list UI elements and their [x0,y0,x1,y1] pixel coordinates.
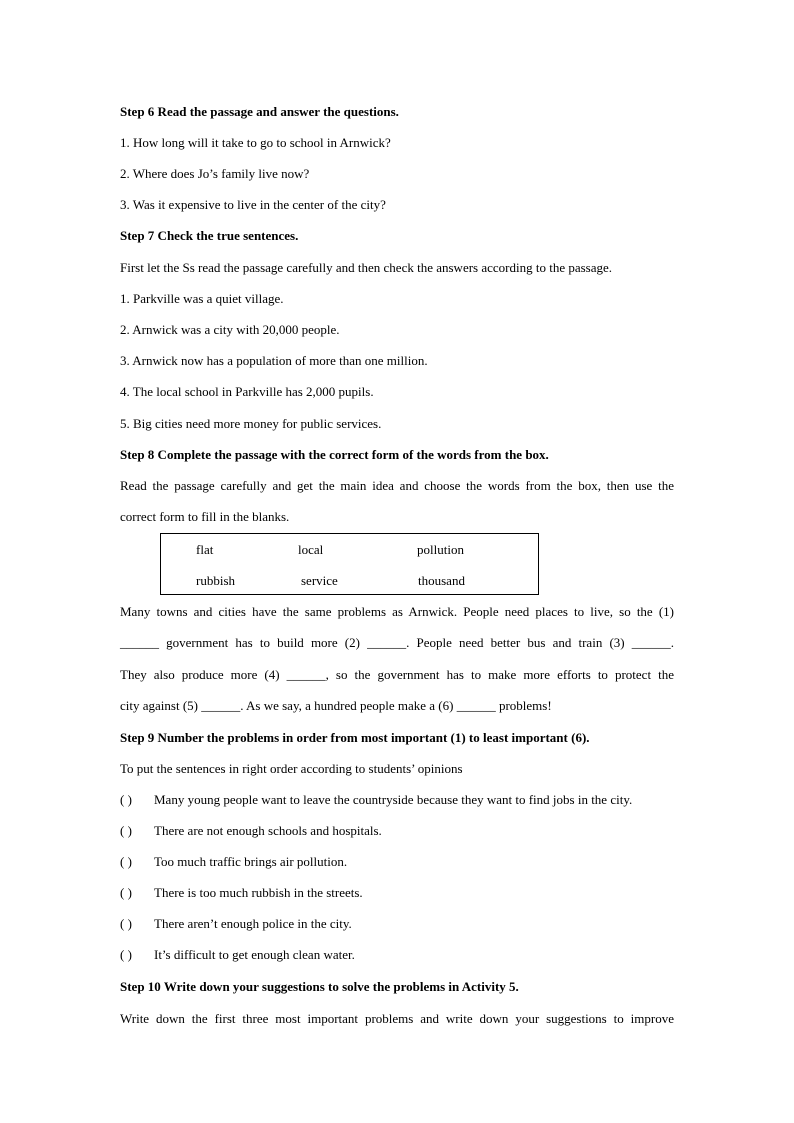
step9-instruction: To put the sentences in right order according to students’ opinions [120,761,463,776]
step9-item [120,854,347,870]
box-word: pollution [417,542,464,557]
answer-paren[interactable]: ( ) [120,885,132,900]
word-box [160,533,539,595]
answer-paren[interactable]: ( ) [120,854,132,869]
answer-paren[interactable]: ( ) [120,916,132,931]
step7-sentence: 1. Parkville was a quiet village. [120,291,284,306]
step9-item-text: There aren’t enough police in the city. [154,916,352,931]
step8-instruction-line: correct form to fill in the blanks. [120,509,290,524]
step7-instruction: First let the Ss read the passage carefully and then check the answers according to the passage. [120,260,613,275]
step8-heading: Step 8 Complete the passage with the correct form of the words from the box. [120,447,549,462]
step8-passage-line: ______ government has to build more (2) ______. People need better bus and train (3) ______. [120,635,674,650]
step9-item [120,823,382,839]
step7-sentence: 4. The local school in Parkville has 2,000 pupils. [120,384,374,399]
step9-item-text: There is too much rubbish in the streets. [154,885,363,900]
box-word: thousand [418,573,465,588]
box-word: local [298,542,324,557]
step7-heading: Step 7 Check the true sentences. [120,228,299,243]
step7-sentence: 5. Big cities need more money for public services. [120,416,382,431]
step6-heading: Step 6 Read the passage and answer the questions. [120,104,399,119]
step8-passage-line: city against (5) ______. As we say, a hundred people make a (6) ______ problems! [120,698,552,713]
step9-item [120,947,355,963]
step9-item [120,792,632,808]
step9-item-text: Too much traffic brings air pollution. [154,854,348,869]
box-word: flat [196,542,214,557]
step7-sentence: 2. Arnwick was a city with 20,000 people. [120,322,340,337]
box-word: service [301,573,338,588]
step6-question: 1. How long will it take to go to school in Arnwick? [120,135,391,150]
answer-paren[interactable]: ( ) [120,792,132,807]
step8-instruction-line: Read the passage carefully and get the main idea and choose the words from the box, then use the [120,478,674,493]
step6-question: 2. Where does Jo’s family live now? [120,166,310,181]
step10-heading: Step 10 Write down your suggestions to solve the problems in Activity 5. [120,979,519,994]
answer-paren[interactable]: ( ) [120,823,132,838]
step6-question: 3. Was it expensive to live in the center of the city? [120,197,386,212]
step10-instruction: Write down the first three most important problems and write down your suggestions to improve [120,1011,674,1026]
step9-item-text: Many young people want to leave the countryside because they want to find jobs in the city. [154,792,633,807]
step9-item [120,885,363,901]
step9-item-text: It’s difficult to get enough clean water. [154,947,355,962]
step9-heading: Step 9 Number the problems in order from most important (1) to least important (6). [120,730,590,745]
step7-sentence: 3. Arnwick now has a population of more than one million. [120,353,428,368]
step8-passage-line: They also produce more (4) ______, so the government has to make more efforts to protect the [120,667,674,682]
step8-passage-line: Many towns and cities have the same problems as Arnwick. People need places to live, so the (1) [120,604,674,619]
box-word: rubbish [196,573,235,588]
step9-item [120,916,352,932]
answer-paren[interactable]: ( ) [120,947,132,962]
step9-item-text: There are not enough schools and hospitals. [154,823,382,838]
